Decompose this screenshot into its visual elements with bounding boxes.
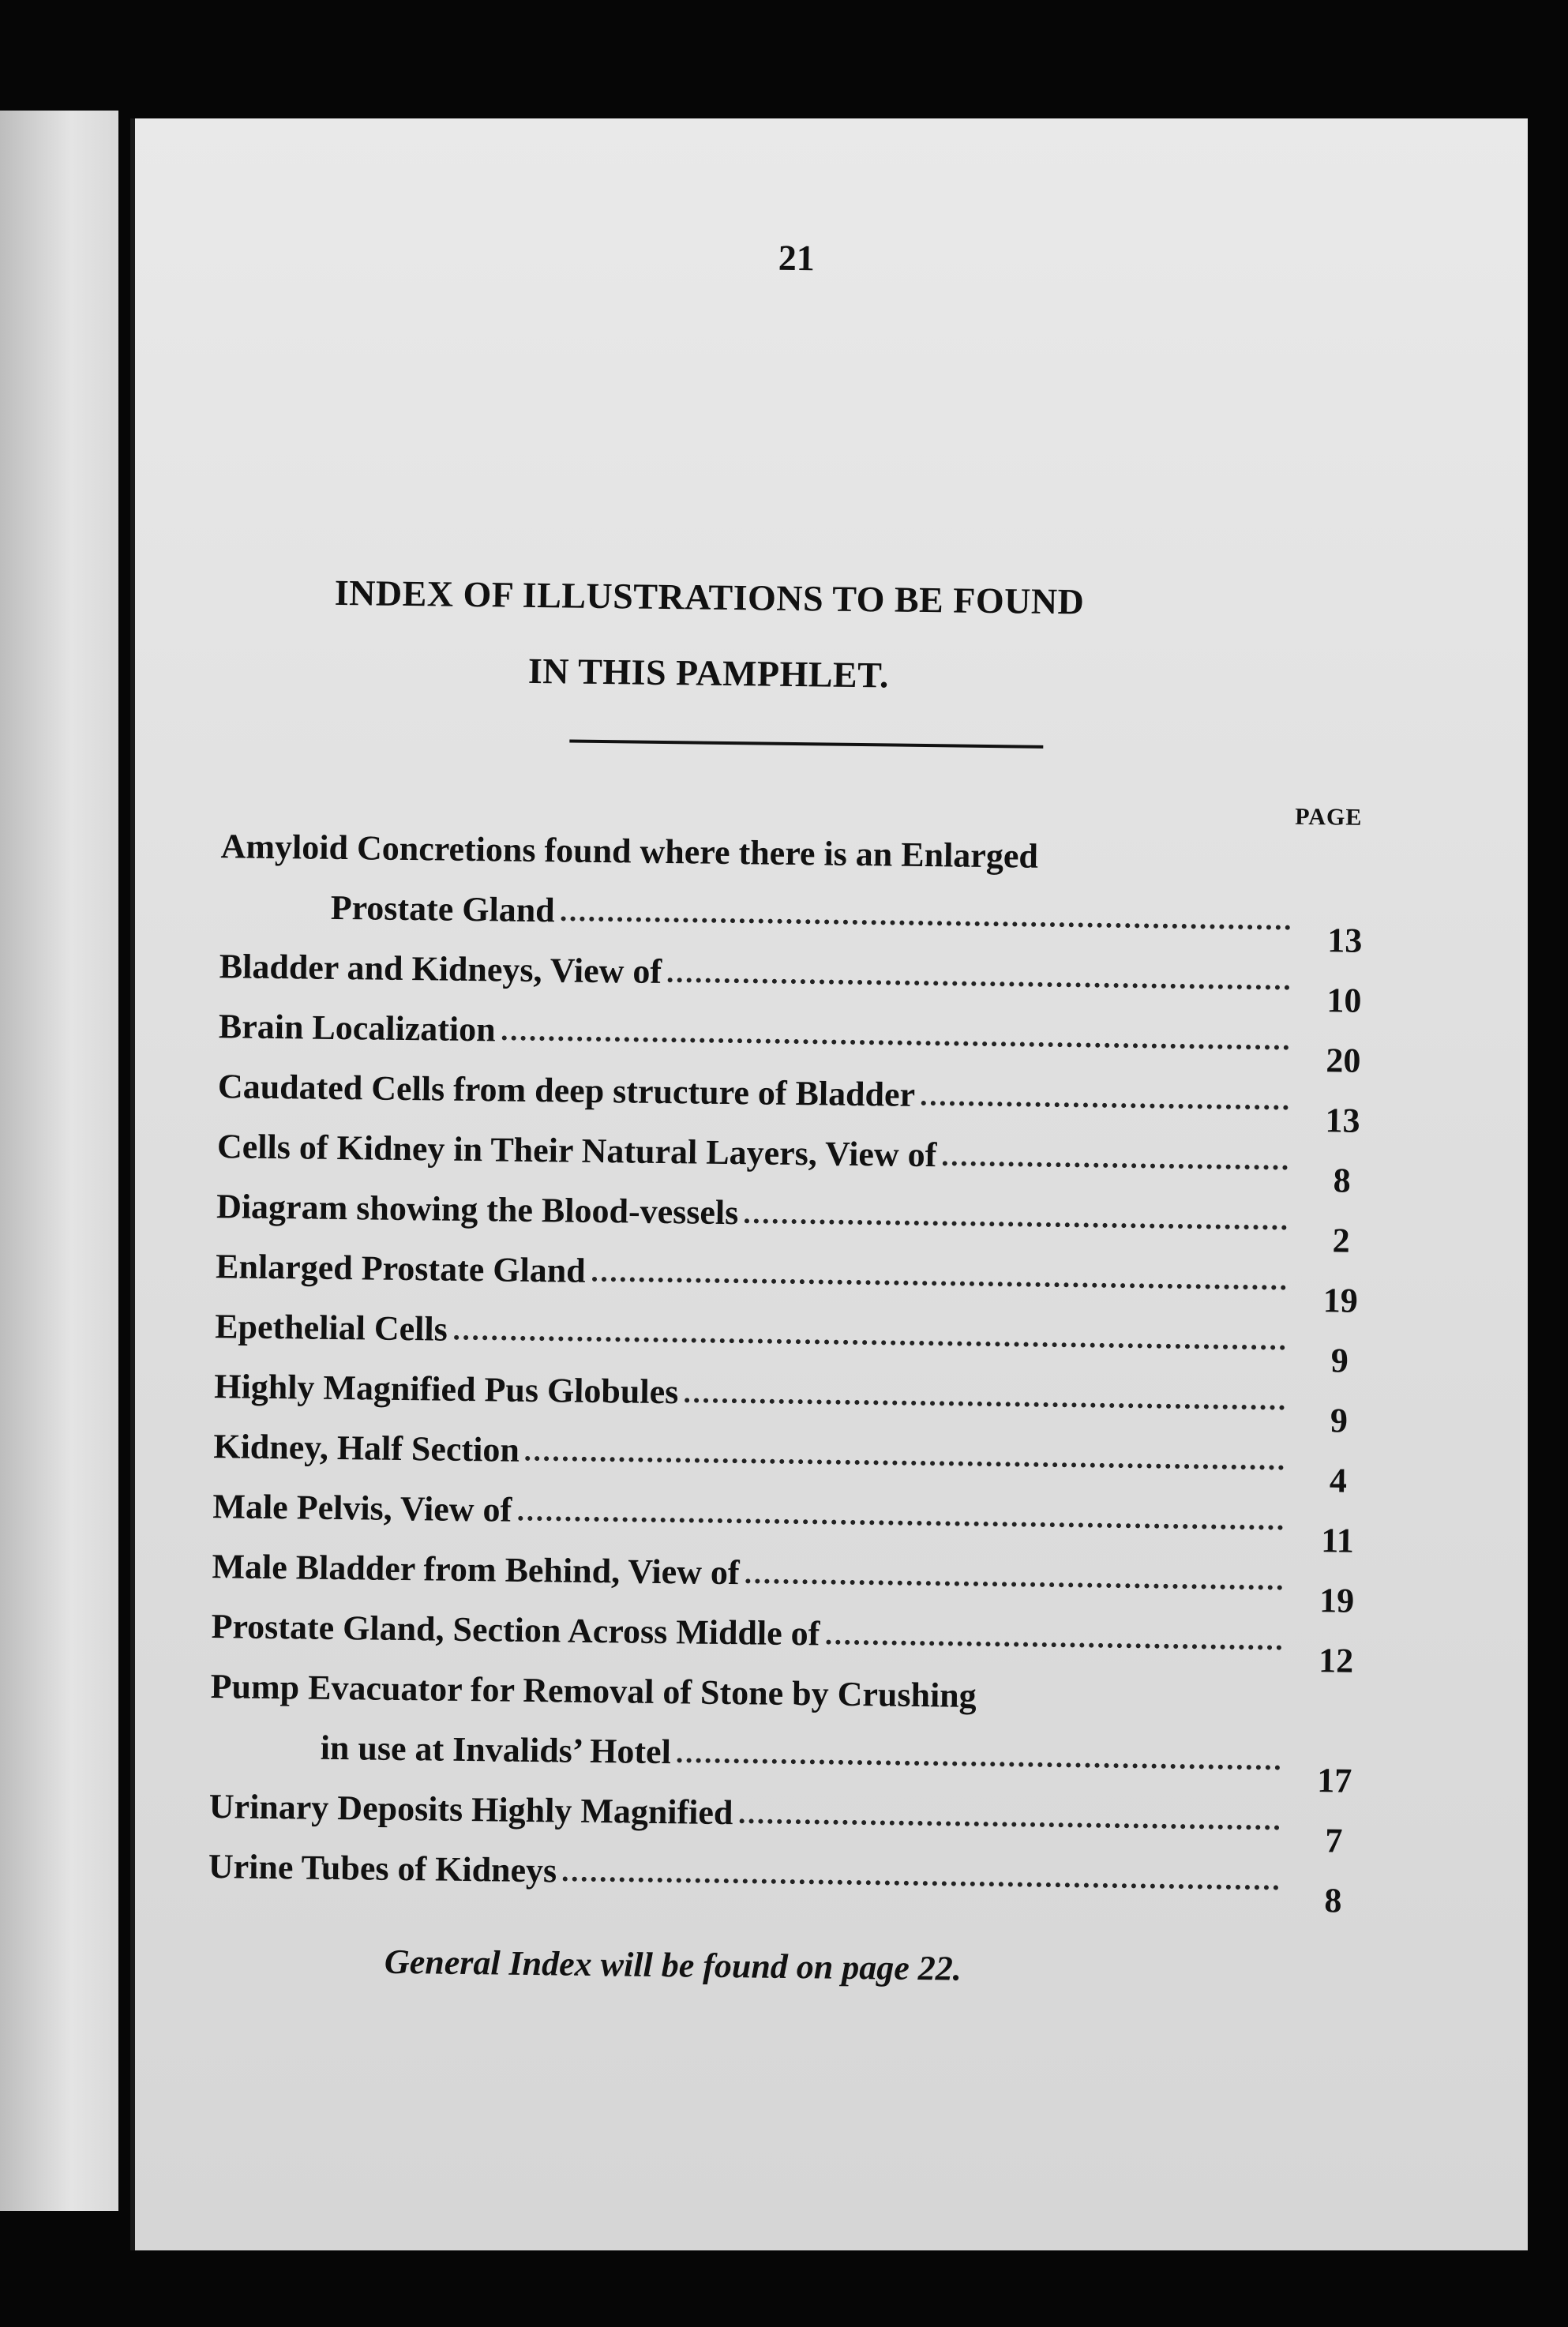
dot-leader [501,1036,1289,1050]
entry-label: Cells of Kidney in Their Natural Layers, View of [216,1127,937,1175]
entry-page-number: 19 [1319,1581,1355,1620]
dot-leader [921,1101,1289,1110]
dot-leader [739,1818,1279,1830]
dot-leader [518,1516,1283,1530]
entry-page-number: 4 [1329,1461,1348,1500]
entry-label: Bladder and Kidneys, View of [219,947,662,991]
page-column-label: PAGE [1295,803,1363,831]
entry-label: Enlarged Prostate Gland [215,1247,586,1290]
entry-label: Kidney, Half Section [213,1427,520,1469]
entry-page-number: 12 [1318,1641,1354,1680]
entry-page-number: 17 [1317,1761,1352,1800]
entry-page-number: 8 [1333,1161,1351,1200]
entry-label: Urinary Deposits Highly Magnified [208,1787,733,1833]
entry-page-number: 9 [1330,1401,1349,1440]
entry-label: Caudated Cells from deep structure of Bladder [217,1067,916,1114]
entry-label: Male Pelvis, View of [212,1487,512,1529]
entry-label: Epethelial Cells [214,1307,448,1349]
index-entries [208,803,1390,1920]
entry-page-number: 2 [1332,1221,1350,1260]
entry-page-number: 20 [1326,1041,1361,1080]
dot-leader [668,978,1290,990]
dot-leader [826,1640,1281,1650]
entry-label: Pump Evacuator for Removal of Stone by Crushing [210,1667,977,1715]
entry-page-number: 11 [1320,1521,1355,1560]
dot-leader [983,1706,1281,1710]
entry-page-number: 9 [1330,1341,1349,1380]
dot-leader [685,1398,1285,1409]
dot-leader [454,1335,1285,1350]
title-line-1: INDEX OF ILLUSTRATIONS TO BE FOUND [334,572,1085,622]
entry-label: in use at Invalids’ Hotel [320,1728,672,1772]
entry-label: Highly Magnified Pus Globules [214,1367,679,1412]
entry-label: Prostate Gland [330,888,555,930]
dot-leader [561,916,1291,929]
entry-page-number: 13 [1325,1101,1360,1140]
entry-label: Brain Localization [218,1007,496,1049]
entry-label: Prostate Gland, Section Across Middle of [211,1607,820,1653]
dot-leader [943,1161,1288,1169]
dot-leader [745,1218,1287,1229]
dot-leader [1045,867,1292,870]
entry-page-number: 8 [1324,1881,1342,1920]
title-rule [569,740,1043,749]
dot-leader [677,1758,1281,1770]
entry-label: Amyloid Concretions found where there is an Enlarged [220,827,1039,876]
entry-label: Urine Tubes of Kidneys [208,1847,557,1890]
dot-leader [745,1578,1282,1589]
facing-page-edge [0,111,118,2211]
entry-label: Diagram showing the Blood-vessels [216,1187,739,1233]
entry-page-number: 13 [1327,921,1363,960]
footer-note: General Index will be found on page 22. [384,1942,962,1988]
entry-page-number: 7 [1325,1821,1343,1860]
book-page [130,118,1528,2250]
entry-label: Male Bladder from Behind, View of [212,1547,740,1593]
dot-leader [563,1877,1279,1890]
page-content [156,111,1414,2258]
dot-leader [526,1456,1285,1470]
entry-page-number: 10 [1326,981,1362,1020]
dot-leader [592,1277,1286,1290]
title-line-2: IN THIS PAMPHLET. [527,650,890,696]
page-number: 21 [778,237,816,279]
entry-page-number: 19 [1322,1281,1359,1320]
index-title [278,554,1140,716]
